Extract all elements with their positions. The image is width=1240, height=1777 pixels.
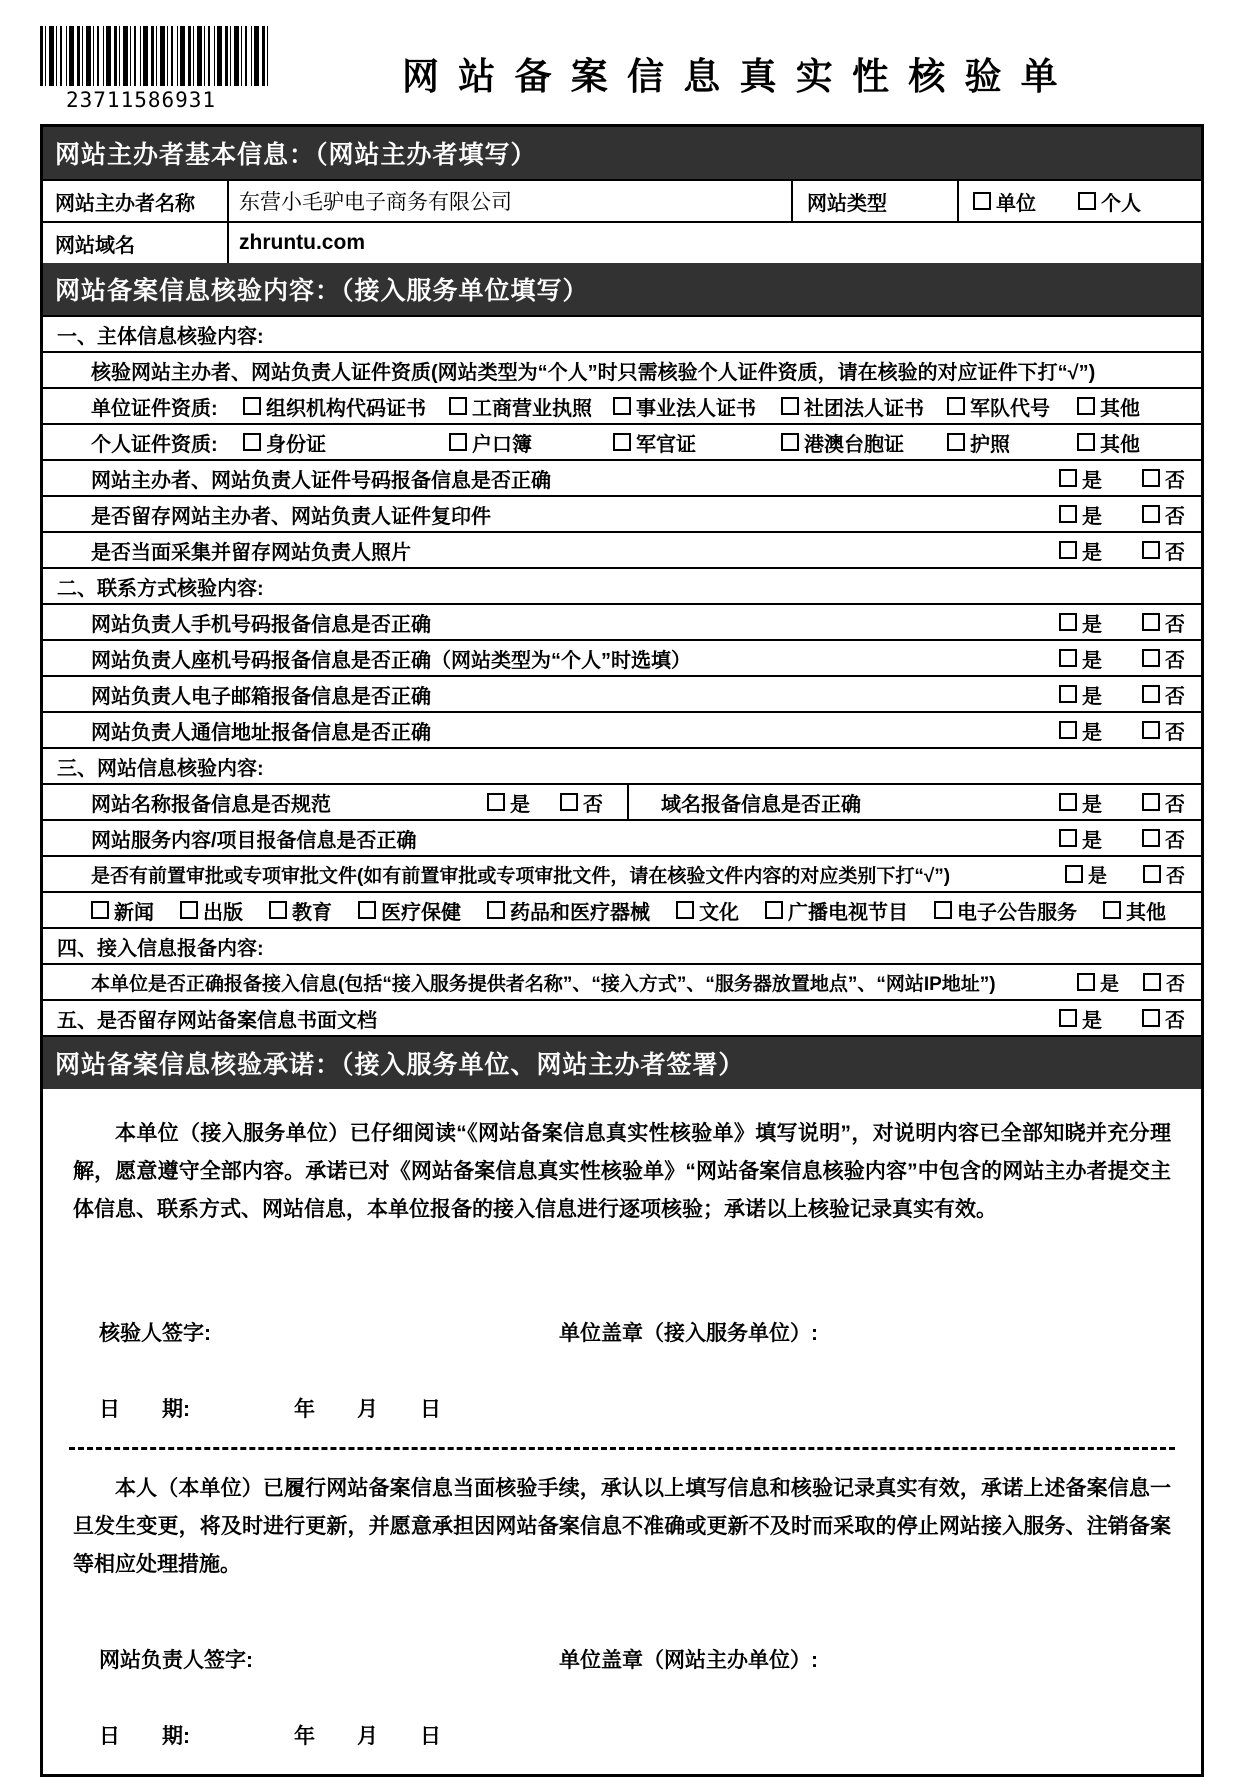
yes-no-group xyxy=(1053,861,1185,888)
date-year-label: 年 xyxy=(294,1398,315,1421)
checkbox-yes[interactable] xyxy=(1059,721,1077,739)
checkbox-officer-cert[interactable] xyxy=(613,433,631,451)
question-row: 网站负责人电子邮箱报备信息是否正确 是 否 xyxy=(43,675,1201,711)
unit-cert-option: 军队代号 xyxy=(947,392,1077,421)
part2-title: 二、联系方式核验内容: xyxy=(57,577,264,600)
organizer-signature-line xyxy=(69,1644,1175,1674)
question-row: 网站负责人座机号码报备信息是否正确（网站类型为“个人”时选填） 是 否 xyxy=(43,639,1201,675)
site-type-options xyxy=(957,181,1201,221)
checkbox-passport[interactable] xyxy=(947,433,965,451)
checkbox-yes[interactable] xyxy=(1059,469,1077,487)
yes-no-group xyxy=(1047,716,1185,745)
row-domain xyxy=(43,221,1201,263)
unit-cert-label: 单位证件资质: xyxy=(91,397,218,420)
domain-label: 网站域名 xyxy=(55,234,135,257)
personal-cert-option: 港澳台胞证 xyxy=(781,428,947,457)
checkbox-household-register[interactable] xyxy=(449,433,467,451)
checkbox-yes[interactable] xyxy=(1059,613,1077,631)
category-publishing: 出版 xyxy=(180,896,243,925)
no-option: 否 xyxy=(1142,608,1185,637)
isp-seal-label: 单位盖章（接入服务单位）: xyxy=(559,1322,818,1345)
question-row: 网站负责人通信地址报备信息是否正确 是 否 xyxy=(43,711,1201,747)
checkbox-yes[interactable] xyxy=(487,793,505,811)
barcode-block xyxy=(40,26,275,112)
part2-title-row xyxy=(43,567,1201,603)
barcode-image xyxy=(40,26,270,86)
row-organizer-name xyxy=(43,179,1201,221)
no-option: 否 xyxy=(1142,644,1185,673)
checkbox-yes[interactable] xyxy=(1059,685,1077,703)
unit-cert-option: 社团法人证书 xyxy=(781,392,947,421)
yes-no-group xyxy=(1065,969,1185,996)
date-month-label: 月 xyxy=(357,1725,378,1748)
yes-option: 是 xyxy=(1059,824,1102,853)
site-manager-signature-label: 网站负责人签字: xyxy=(99,1649,253,1672)
checkbox-business-license[interactable] xyxy=(449,397,467,415)
yes-no-group xyxy=(1047,680,1185,709)
personal-cert-option: 护照 xyxy=(947,428,1077,457)
yes-option: 是 xyxy=(1077,969,1119,996)
domain-question: 域名报备信息是否正确 是 否 xyxy=(629,788,1201,817)
part3-title-row xyxy=(43,747,1201,783)
yes-option: 是 xyxy=(1059,788,1102,817)
category-bbs: 电子公告服务 xyxy=(934,896,1077,925)
yes-no-group xyxy=(1047,644,1185,673)
unit-cert-row xyxy=(43,387,1201,423)
checkbox-yes[interactable] xyxy=(1059,829,1077,847)
category-broadcast: 广播电视节目 xyxy=(765,896,908,925)
yes-option: 是 xyxy=(487,788,530,817)
section-header-basic-info: 网站主办者基本信息：（网站主办者填写） xyxy=(43,127,1201,179)
personal-cert-row xyxy=(43,423,1201,459)
checkbox-unit-other[interactable] xyxy=(1077,397,1095,415)
no-option: 否 xyxy=(1143,861,1185,888)
date-month-label: 月 xyxy=(357,1398,378,1421)
checkbox-unit[interactable] xyxy=(973,192,991,210)
checkbox-no[interactable] xyxy=(1142,613,1160,631)
part4-title: 四、接入信息报备内容: xyxy=(57,937,264,960)
category-pharma-devices: 药品和医疗器械 xyxy=(487,896,650,925)
checkbox-healthcare[interactable] xyxy=(358,901,376,919)
checkbox-org-code-cert[interactable] xyxy=(243,397,261,415)
yes-option: 是 xyxy=(1065,861,1107,888)
checkbox-institution-cert[interactable] xyxy=(613,397,631,415)
no-option: 否 xyxy=(1142,716,1185,745)
organizer-seal-label: 单位盖章（网站主办单位）: xyxy=(559,1649,818,1672)
yes-no-group xyxy=(1047,608,1185,637)
checkbox-broadcast[interactable] xyxy=(765,901,783,919)
yes-no-group xyxy=(1047,536,1185,565)
date-day-label: 日 xyxy=(420,1725,441,1748)
checkbox-yes[interactable] xyxy=(1059,1009,1077,1027)
yes-no-group xyxy=(1047,1004,1185,1033)
checkbox-no[interactable] xyxy=(1142,721,1160,739)
commitment-paragraph-isp: 本单位（接入服务单位）已仔细阅读“《网站备案信息真实性核验单》填写说明”，对说明内容已全部知晓并充分理解，愿意遵守全部内容。承诺已对《网站备案信息真实性核验单》“网站备案信息核验内容”中包含的网站主办者提交主体信息、联系方式、网站信息，本单位报备的接入信息进行逐项核验；承诺以上核验记录真实有效。 xyxy=(73,1122,1171,1221)
site-type-label: 网站类型 xyxy=(791,181,957,221)
checkbox-no[interactable] xyxy=(1142,793,1160,811)
yes-option: 是 xyxy=(1059,536,1102,565)
commitment-paragraph-organizer: 本人（本单位）已履行网站备案信息当面核验手续，承认以上填写信息和核验记录真实有效，承诺上述备案信息一旦发生变更，将及时进行更新，并愿意承担因网站备案信息不准确或更新不及时而采取的停止网站接入服务、注销备案等相应处理措施。 xyxy=(73,1477,1171,1576)
yes-option: 是 xyxy=(1059,1004,1102,1033)
page-header xyxy=(40,26,1204,112)
organizer-name-label: 网站主办者名称 xyxy=(55,192,195,215)
yes-no-group xyxy=(1047,788,1185,817)
unit-cert-option: 事业法人证书 xyxy=(613,392,781,421)
checkbox-no[interactable] xyxy=(560,793,578,811)
part1-title: 一、主体信息核验内容: xyxy=(57,325,264,348)
no-option: 否 xyxy=(1142,788,1185,817)
checkbox-yes[interactable] xyxy=(1059,649,1077,667)
checkbox-culture[interactable] xyxy=(676,901,694,919)
category-education: 教育 xyxy=(269,896,332,925)
yes-no-group xyxy=(475,788,603,817)
no-option: 否 xyxy=(1142,464,1185,493)
personal-cert-option: 户口簿 xyxy=(449,428,613,457)
checkbox-military-code[interactable] xyxy=(947,397,965,415)
no-option: 否 xyxy=(1142,824,1185,853)
checkbox-personal[interactable] xyxy=(1078,192,1096,210)
date-label: 日 期: xyxy=(99,1725,190,1748)
yes-option: 是 xyxy=(1059,716,1102,745)
checkbox-yes[interactable] xyxy=(1065,865,1083,883)
personal-cert-option: 军官证 xyxy=(613,428,781,457)
part5-question-row xyxy=(43,999,1201,1035)
site-type-option-unit: 单位 xyxy=(973,187,1036,216)
date-day-label: 日 xyxy=(420,1398,441,1421)
unit-cert-option: 组织机构代码证书 xyxy=(243,392,449,421)
no-option: 否 xyxy=(1142,536,1185,565)
checkbox-news[interactable] xyxy=(91,901,109,919)
checkbox-no[interactable] xyxy=(1142,829,1160,847)
site-type-option-personal: 个人 xyxy=(1078,187,1141,216)
checkbox-publishing[interactable] xyxy=(180,901,198,919)
organizer-date-line xyxy=(69,1720,1175,1750)
checkbox-hmt-permit[interactable] xyxy=(781,433,799,451)
personal-cert-label: 个人证件资质: xyxy=(91,433,218,456)
checkbox-yes[interactable] xyxy=(1077,973,1095,991)
checkbox-pharma-devices[interactable] xyxy=(487,901,505,919)
site-name-question: 网站名称报备信息是否规范 是 否 xyxy=(43,785,629,819)
checkbox-yes[interactable] xyxy=(1059,505,1077,523)
checkbox-no[interactable] xyxy=(1142,649,1160,667)
checkbox-no[interactable] xyxy=(1142,685,1160,703)
checkbox-no[interactable] xyxy=(1142,1009,1160,1027)
checkbox-association-cert[interactable] xyxy=(781,397,799,415)
part1-title-row xyxy=(43,315,1201,351)
checkbox-no[interactable] xyxy=(1142,469,1160,487)
yes-no-group xyxy=(1047,824,1185,853)
no-option: 否 xyxy=(1142,680,1185,709)
part5-title: 五、是否留存网站备案信息书面文档 xyxy=(57,1009,377,1032)
yes-option: 是 xyxy=(1059,464,1102,493)
checkbox-no[interactable] xyxy=(1143,865,1161,883)
yes-option: 是 xyxy=(1059,680,1102,709)
checkbox-no[interactable] xyxy=(1143,973,1161,991)
no-option: 否 xyxy=(1142,1004,1185,1033)
barcode-number: 23711586931 xyxy=(66,88,217,112)
no-option: 否 xyxy=(560,788,603,817)
question-row: 网站主办者、网站负责人证件号码报备信息是否正确 是 否 xyxy=(43,459,1201,495)
no-option: 否 xyxy=(1142,500,1185,529)
verifier-signature-label: 核验人签字: xyxy=(99,1322,211,1345)
unit-cert-option: 工商营业执照 xyxy=(449,392,613,421)
commitment-box xyxy=(40,1089,1204,1777)
verification-form xyxy=(40,124,1204,1089)
yes-option: 是 xyxy=(1059,644,1102,673)
yes-option: 是 xyxy=(1059,500,1102,529)
approval-categories-row xyxy=(43,891,1201,927)
isp-date-line xyxy=(69,1393,1175,1423)
date-year-label: 年 xyxy=(294,1725,315,1748)
checkbox-id-card[interactable] xyxy=(243,433,261,451)
unit-cert-option: 其他 xyxy=(1077,392,1140,421)
part3-title: 三、网站信息核验内容: xyxy=(57,757,264,780)
access-question-row: 本单位是否正确报备接入信息(包括“接入服务提供者名称”、“接入方式”、“服务器放置地点”、“网站IP地址”) 是 否 xyxy=(43,963,1201,999)
checkbox-yes[interactable] xyxy=(1059,793,1077,811)
category-healthcare: 医疗保健 xyxy=(358,896,461,925)
checkbox-education[interactable] xyxy=(269,901,287,919)
isp-signature-line xyxy=(69,1317,1175,1347)
page-title: 网站备案信息真实性核验单 xyxy=(402,56,1077,97)
category-news: 新闻 xyxy=(91,896,154,925)
split-question-row xyxy=(43,783,1201,819)
yes-option: 是 xyxy=(1059,608,1102,637)
yes-no-group xyxy=(1047,500,1185,529)
checkbox-no[interactable] xyxy=(1142,505,1160,523)
question-row: 是否当面采集并留存网站负责人照片 是 否 xyxy=(43,531,1201,567)
checkbox-no[interactable] xyxy=(1142,541,1160,559)
question-row: 网站负责人手机号码报备信息是否正确 是 否 xyxy=(43,603,1201,639)
checkbox-yes[interactable] xyxy=(1059,541,1077,559)
question-row: 网站服务内容/项目报备信息是否正确 是 否 xyxy=(43,819,1201,855)
category-culture: 文化 xyxy=(676,896,739,925)
part4-title-row xyxy=(43,927,1201,963)
checkbox-category-other[interactable] xyxy=(1103,901,1121,919)
section-header-verification: 网站备案信息核验内容：（接入服务单位填写） xyxy=(43,263,1201,315)
approval-question-row: 是否有前置审批或专项审批文件(如有前置审批或专项审批文件，请在核验文件内容的对应类别下打“√”) 是 否 xyxy=(43,855,1201,891)
question-row: 是否留存网站主办者、网站负责人证件复印件 是 否 xyxy=(43,495,1201,531)
domain-value: zhruntu.com xyxy=(227,223,1201,263)
organizer-name-value: 东营小毛驴电子商务有限公司 xyxy=(227,181,791,221)
no-option: 否 xyxy=(1143,969,1185,996)
date-label: 日 期: xyxy=(99,1398,190,1421)
section-header-commitment: 网站备案信息核验承诺：（接入服务单位、网站主办者签署） xyxy=(43,1035,1201,1089)
checkbox-bbs[interactable] xyxy=(934,901,952,919)
dashed-divider xyxy=(69,1447,1175,1450)
personal-cert-option: 身份证 xyxy=(243,428,449,457)
part1-instruction-row xyxy=(43,351,1201,387)
checkbox-personal-other[interactable] xyxy=(1077,433,1095,451)
personal-cert-option: 其他 xyxy=(1077,428,1140,457)
yes-no-group xyxy=(1047,464,1185,493)
part1-instruction: 核验网站主办者、网站负责人证件资质(网站类型为“个人”时只需核验个人证件资质，请在核验的对应证件下打“√”) xyxy=(91,361,1096,384)
category-other: 其他 xyxy=(1103,896,1166,925)
